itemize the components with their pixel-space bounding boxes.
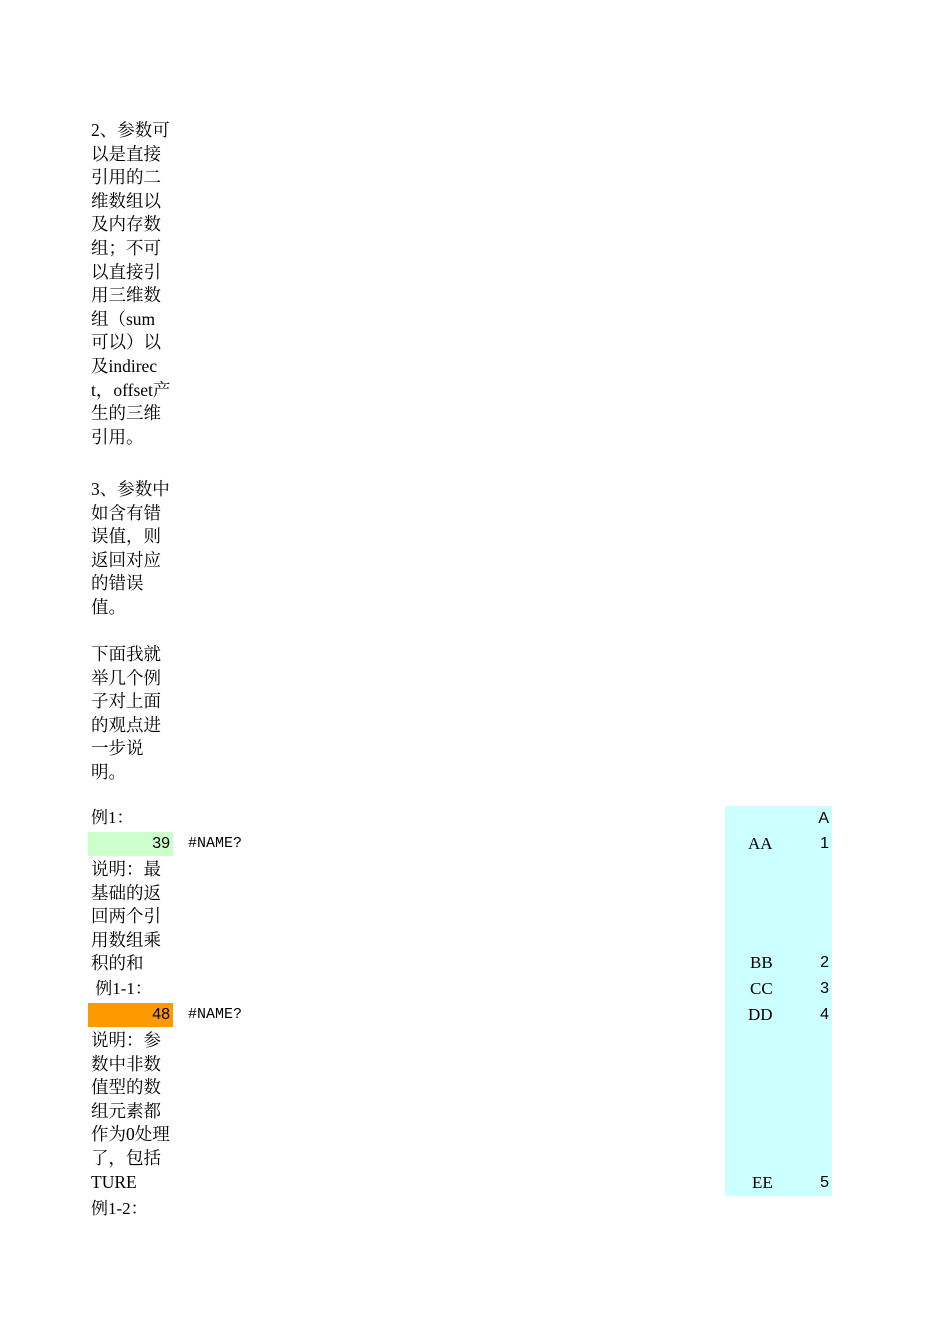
reference-table-header: A <box>818 810 829 827</box>
ref-row-num[interactable]: 1 <box>820 835 829 852</box>
ref-row-name[interactable]: EE <box>752 1173 773 1192</box>
example1-1-description: 说明：参数中非数值型的数组元素都作为0处理了，包括TURE <box>91 1030 170 1192</box>
reference-table <box>725 806 832 1196</box>
example1-formula-cell[interactable]: #NAME? <box>188 835 243 852</box>
ref-row-num[interactable]: 5 <box>820 1174 829 1191</box>
note-point-2: 2、参数可以是直接引用的二维数组以及内存数组；不可以直接引用三维数组（sum可以）以及indirect，offset产生的三维引用。 <box>91 120 171 447</box>
ref-row-num[interactable]: 2 <box>820 954 829 971</box>
example1-description: 说明：最基础的返回两个引用数组乘积的和 <box>91 859 161 974</box>
example1-2-label: 例1-2： <box>91 1199 148 1218</box>
note-point-3: 3、参数中如含有错误值，则返回对应的错误值。 <box>91 479 170 617</box>
ref-row-num[interactable]: 3 <box>820 980 829 997</box>
note-lead: 下面我就举几个例子对上面的观点进一步说明。 <box>91 644 161 782</box>
ref-row-name[interactable]: CC <box>750 979 773 998</box>
example1-1-label: 例1-1： <box>91 979 152 998</box>
ref-row-name[interactable]: AA <box>748 834 773 853</box>
ref-row-name[interactable]: BB <box>750 953 773 972</box>
ref-row-num[interactable]: 4 <box>820 1006 829 1023</box>
example1-1-formula-cell[interactable]: #NAME? <box>188 1006 243 1023</box>
example1-1-result-cell[interactable]: 48 <box>88 1003 173 1027</box>
example1-label: 例1： <box>91 808 134 827</box>
ref-row-name[interactable]: DD <box>748 1005 773 1024</box>
example1-result-cell[interactable]: 39 <box>88 832 173 856</box>
